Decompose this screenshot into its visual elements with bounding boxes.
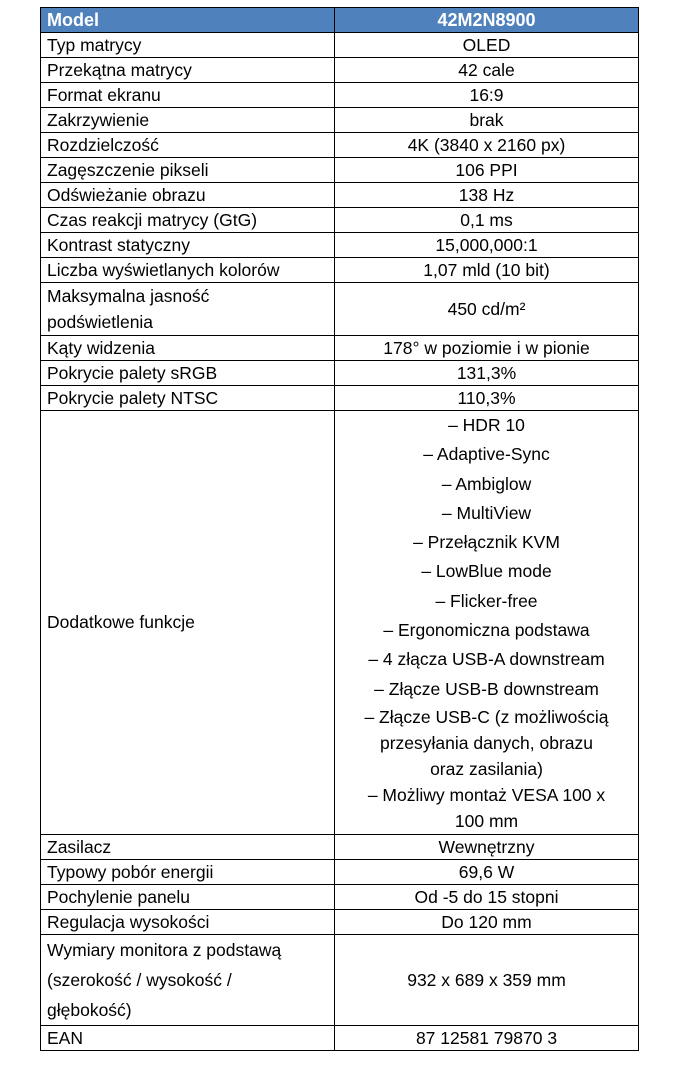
row-label: Czas reakcji matrycy (GtG): [41, 208, 335, 233]
row-label: Regulacja wysokości: [41, 909, 335, 934]
feature-item: [341, 782, 632, 834]
row-label-line: podświetlenia: [47, 312, 154, 332]
table-row: [41, 183, 639, 208]
row-value: 42 cale: [335, 58, 639, 83]
row-value: Od -5 do 15 stopni: [335, 884, 639, 909]
row-label-line: Maksymalna jasność: [47, 286, 210, 306]
table-row: [41, 58, 639, 83]
row-value: 131,3%: [335, 361, 639, 386]
spec-table: [40, 7, 639, 1051]
table-row: [41, 83, 639, 108]
row-label: Zagęszczenie pikseli: [41, 158, 335, 183]
row-value: 15,000,000:1: [335, 233, 639, 258]
feature-item-line: – Możliwy montaż VESA 100 x: [367, 784, 606, 805]
row-value: brak: [335, 108, 639, 133]
row-value: 69,6 W: [335, 859, 639, 884]
header-row: [41, 8, 639, 33]
table-row: [41, 233, 639, 258]
header-model-label: Model: [41, 8, 335, 33]
feature-item-line: przesyłania danych, obrazu: [379, 732, 594, 753]
dimensions-label: [41, 934, 335, 1025]
feature-item: – Flicker-free: [435, 590, 538, 611]
table-row: [41, 884, 639, 909]
feature-item: – Złącze USB-B downstream: [374, 678, 599, 699]
dimensions-label-line: Wymiary monitora z podstawą: [47, 939, 282, 960]
row-value: Wewnętrzny: [335, 834, 639, 859]
row-value: OLED: [335, 33, 639, 58]
row-label: Przekątna matrycy: [41, 58, 335, 83]
table-row: [41, 208, 639, 233]
row-label: Typ matrycy: [41, 33, 335, 58]
row-label: Odświeżanie obrazu: [41, 183, 335, 208]
feature-item: – MultiView: [441, 502, 532, 523]
row-label: Zasilacz: [41, 834, 335, 859]
table-row: [41, 909, 639, 934]
row-label: Zakrzywienie: [41, 108, 335, 133]
row-value: 110,3%: [335, 386, 639, 411]
row-value: 4K (3840 x 2160 px): [335, 133, 639, 158]
features-label: Dodatkowe funkcje: [41, 411, 335, 835]
table-row: [41, 361, 639, 386]
row-label: Liczba wyświetlanych kolorów: [41, 258, 335, 283]
row-label: Typowy pobór energii: [41, 859, 335, 884]
header-model-value: 42M2N8900: [335, 8, 639, 33]
table-row: [41, 33, 639, 58]
row-label: Pokrycie palety sRGB: [41, 361, 335, 386]
row-value: 1,07 mld (10 bit): [335, 258, 639, 283]
row-value: Do 120 mm: [335, 909, 639, 934]
row-label: [41, 283, 335, 336]
dimensions-row: [41, 934, 639, 1025]
ean-label: EAN: [41, 1025, 335, 1050]
row-value: 16:9: [335, 83, 639, 108]
row-label: Format ekranu: [41, 83, 335, 108]
feature-item: – HDR 10: [448, 415, 525, 435]
feature-item: – Ergonomiczna podstawa: [383, 620, 590, 641]
table-row: [41, 834, 639, 859]
dimensions-label-line: głębokość): [47, 999, 132, 1020]
row-value: 178° w poziomie i w pionie: [335, 336, 639, 361]
table-row: [41, 108, 639, 133]
row-value: 0,1 ms: [335, 208, 639, 233]
table-row: [41, 133, 639, 158]
ean-value: 87 12581 79870 3: [335, 1025, 639, 1050]
feature-item: – Adaptive-Sync: [423, 444, 550, 465]
row-label: Pokrycie palety NTSC: [41, 386, 335, 411]
table-row: [41, 386, 639, 411]
table-row: [41, 859, 639, 884]
table-row: [41, 158, 639, 183]
feature-item: – Ambiglow: [441, 473, 532, 494]
feature-item-line: oraz zasilania): [430, 758, 543, 779]
feature-item: – LowBlue mode: [421, 561, 552, 582]
features-list: [335, 411, 639, 835]
row-label: Pochylenie panelu: [41, 884, 335, 909]
dimensions-label-line: (szerokość / wysokość /: [47, 969, 232, 990]
row-label: Kąty widzenia: [41, 336, 335, 361]
row-value: 106 PPI: [335, 158, 639, 183]
feature-item: – Przełącznik KVM: [413, 532, 560, 553]
table-row: [41, 336, 639, 361]
table-row: [41, 258, 639, 283]
row-label: Kontrast statyczny: [41, 233, 335, 258]
feature-item: [341, 704, 632, 782]
feature-item: – 4 złącza USB-A downstream: [368, 649, 605, 670]
feature-item-line: 100 mm: [454, 810, 519, 831]
feature-item-line: – Złącze USB-C (z możliwością: [364, 706, 609, 727]
dimensions-value: 932 x 689 x 359 mm: [335, 934, 639, 1025]
row-label: Rozdzielczość: [41, 133, 335, 158]
row-value: 138 Hz: [335, 183, 639, 208]
features-row: [41, 411, 639, 835]
table-row: [41, 283, 639, 336]
ean-row: [41, 1025, 639, 1050]
row-value: 450 cd/m²: [335, 283, 639, 336]
